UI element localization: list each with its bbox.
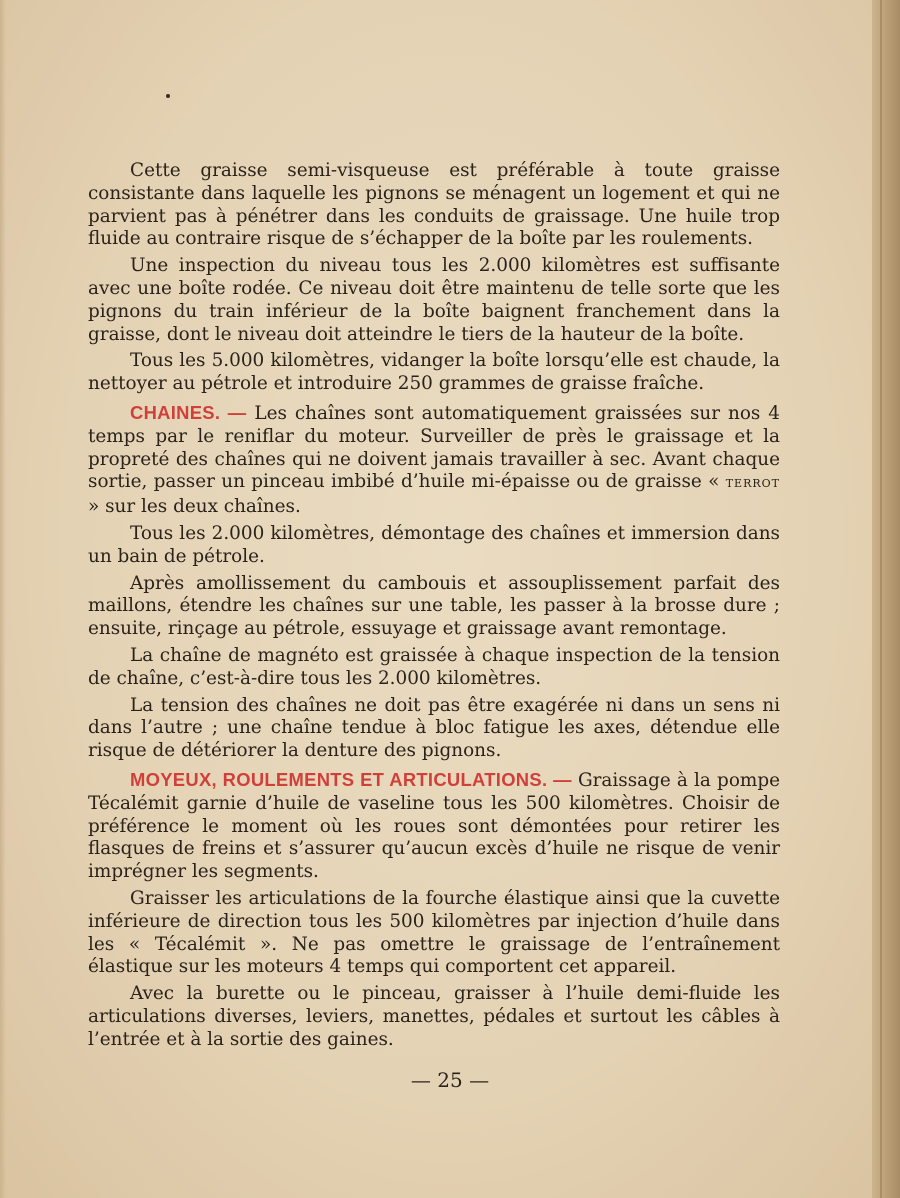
chaines-text-b: » sur les deux chaînes.	[88, 496, 301, 518]
paragraph: Tous les 2.000 kilomètres, démontage des chaînes et immersion dans un bain de pétrole.	[88, 522, 780, 567]
ink-speck	[166, 94, 170, 98]
paragraph: Après amollissement du cambouis et assouplissement parfait des maillons, étendre les chaînes sur une table, les passer à la brosse dure ; ensuite, rinçage au pétrole, essuyage et graissage avant remontage.	[88, 572, 780, 640]
paragraph: Une inspection du niveau tous les 2.000 kilomètres est suffisante avec une boîte rodée. Ce niveau doit être maintenu de telle sorte que les pignons du train inférieur de la boîte baignent franchement dans la graisse, dont le niveau doit atteindre le tiers de la hauteur de la boîte.	[88, 255, 780, 345]
page-number: — 25 —	[410, 1068, 490, 1092]
section-heading-chaines: CHAINES. —	[130, 401, 247, 423]
paragraph: Cette graisse semi-visqueuse est préférable à toute graisse consistante dans laquelle les pignons se ménagent un logement et qui ne parvient pas à pénétrer dans les conduits de graissage. Une huile trop fluide au contraire risque de s’échapper de la boîte par les roulements.	[88, 160, 780, 250]
chaines-section	[88, 402, 780, 519]
book-spine	[872, 0, 900, 1198]
paragraph: La tension des chaînes ne doit pas être exagérée ni dans un sens ni dans l’autre ; une chaîne tendue à bloc fatigue les axes, détendue elle risque de détériorer la denture des pignons.	[88, 694, 780, 762]
moyeux-text: Graissage à la pompe Técalémit garnie d’huile de vaseline tous les 500 kilomètres. Choisir de préférence le moment où les roues sont démontées pour retirer les flasques de freins et s’assurer qu’aucun excès d’huile ne risque de venir imprégner les segments.	[88, 769, 780, 883]
chaines-brand: TERROT	[725, 477, 780, 491]
paragraph: Graisser les articulations de la fourche élastique ainsi que la cuvette inférieure de direction tous les 500 kilomètres par injection d’huile dans les « Técalémit ». Ne pas omettre le graissage de l’entraînement élastique sur les moteurs 4 temps qui comportent cet appareil.	[88, 887, 780, 978]
paragraph: Tous les 5.000 kilomètres, vidanger la boîte lorsqu’elle est chaude, la nettoyer au pétrole et introduire 250 grammes de graisse fraîche.	[88, 350, 780, 395]
section-heading-moyeux: MOYEUX, ROULEMENTS ET ARTICULATIONS. —	[130, 768, 572, 790]
paragraph: La chaîne de magnéto est graissée à chaque inspection de la tension de chaîne, c’est-à-dire tous les 2.000 kilomètres.	[88, 644, 780, 689]
moyeux-section	[88, 769, 780, 884]
spine-fold	[880, 0, 882, 1198]
page-left-edge	[0, 0, 6, 1198]
body-text	[88, 160, 780, 1055]
chaines-text-a: Les chaînes sont automatiquement graissées sur nos 4 temps par le reniflar du moteur. Surveiller de près le graissage et la propreté des chaînes qui ne doivent jamais travailler à sec. Avant chaque sortie, passer un pinceau imbibé d’huile mi-épaisse ou de graisse «	[88, 402, 780, 493]
paragraph: Avec la burette ou le pinceau, graisser à l’huile demi-fluide les articulations diverses, leviers, manettes, pédales et surtout les câbles à l’entrée et à la sortie des gaines.	[88, 983, 780, 1050]
